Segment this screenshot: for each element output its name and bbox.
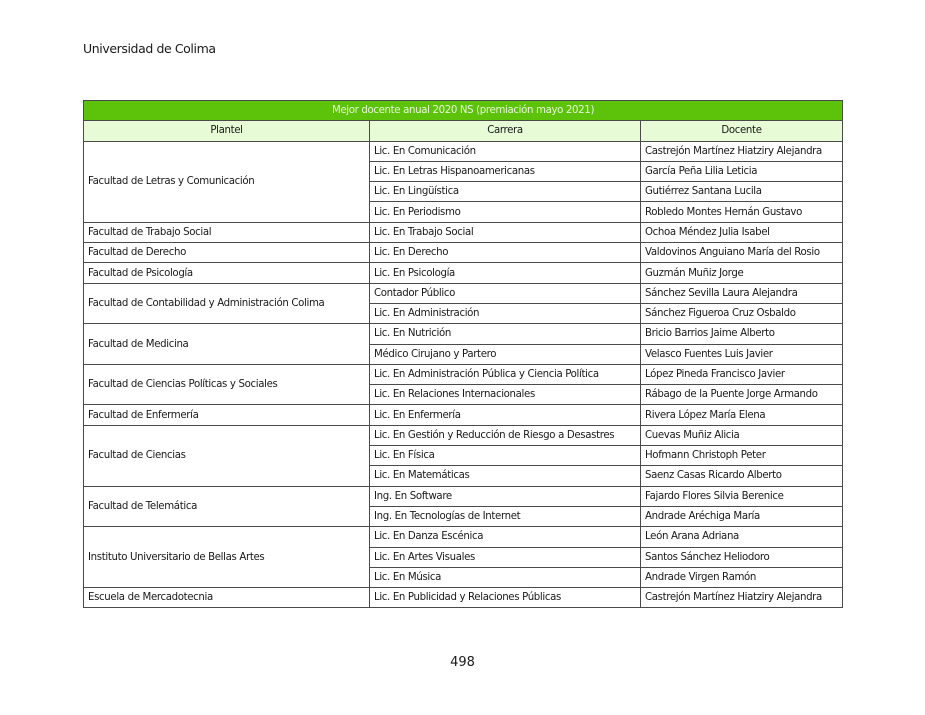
carrera-cell: Lic. En Enfermería (370, 405, 641, 425)
carrera-cell: Lic. En Matemáticas (370, 466, 641, 486)
table-row (84, 364, 843, 384)
table-row (84, 324, 843, 344)
carrera-cell: Lic. En Publicidad y Relaciones Públicas (370, 588, 641, 608)
docente-cell: Sánchez Sevilla Laura Alejandra (641, 283, 843, 303)
awards-table (83, 100, 843, 608)
plantel-cell: Facultad de Psicología (84, 263, 370, 283)
plantel-cell: Facultad de Ciencias (84, 425, 370, 486)
docente-cell: García Peña Lilia Leticia (641, 161, 843, 181)
plantel-cell: Instituto Universitario de Bellas Artes (84, 527, 370, 588)
carrera-cell: Lic. En Periodismo (370, 202, 641, 222)
table-body (84, 141, 843, 608)
docente-cell: León Arana Adriana (641, 527, 843, 547)
carrera-cell: Lic. En Nutrición (370, 324, 641, 344)
plantel-cell: Escuela de Mercadotecnia (84, 588, 370, 608)
carrera-cell: Lic. En Administración Pública y Ciencia Política (370, 364, 641, 384)
docente-cell: Gutiérrez Santana Lucila (641, 182, 843, 202)
docente-cell: Valdovinos Anguiano María del Rosio (641, 243, 843, 263)
docente-cell: Andrade Virgen Ramón (641, 567, 843, 587)
table-row (84, 263, 843, 283)
carrera-cell: Lic. En Relaciones Internacionales (370, 385, 641, 405)
table-header-row (84, 121, 843, 141)
plantel-cell: Facultad de Telemática (84, 486, 370, 527)
carrera-cell: Lic. En Psicología (370, 263, 641, 283)
carrera-cell: Ing. En Software (370, 486, 641, 506)
carrera-cell: Ing. En Tecnologías de Internet (370, 506, 641, 526)
page-number: 498 (450, 655, 475, 670)
page-header: Universidad de Colima (83, 41, 216, 56)
docente-cell: Velasco Fuentes Luis Javier (641, 344, 843, 364)
docente-cell: López Pineda Francisco Javier (641, 364, 843, 384)
docente-cell: Rábago de la Puente Jorge Armando (641, 385, 843, 405)
docente-cell: Andrade Aréchiga María (641, 506, 843, 526)
plantel-cell: Facultad de Letras y Comunicación (84, 141, 370, 222)
docente-cell: Castrejón Martínez Hiatziry Alejandra (641, 141, 843, 161)
carrera-cell: Lic. En Lingüística (370, 182, 641, 202)
column-header-docente: Docente (641, 121, 843, 141)
table-title: Mejor docente anual 2020 NS (premiación mayo 2021) (84, 101, 843, 121)
carrera-cell: Lic. En Letras Hispanoamericanas (370, 161, 641, 181)
table-row (84, 243, 843, 263)
docente-cell: Hofmann Christoph Peter (641, 446, 843, 466)
column-header-plantel: Plantel (84, 121, 370, 141)
table-row (84, 222, 843, 242)
docente-cell: Rivera López María Elena (641, 405, 843, 425)
carrera-cell: Lic. En Artes Visuales (370, 547, 641, 567)
carrera-cell: Lic. En Comunicación (370, 141, 641, 161)
carrera-cell: Lic. En Trabajo Social (370, 222, 641, 242)
docente-cell: Ochoa Méndez Julia Isabel (641, 222, 843, 242)
docente-cell: Robledo Montes Hernán Gustavo (641, 202, 843, 222)
carrera-cell: Lic. En Derecho (370, 243, 641, 263)
plantel-cell: Facultad de Medicina (84, 324, 370, 365)
table-row (84, 405, 843, 425)
docente-cell: Guzmán Muñiz Jorge (641, 263, 843, 283)
column-header-carrera: Carrera (370, 121, 641, 141)
carrera-cell: Contador Público (370, 283, 641, 303)
docente-cell: Fajardo Flores Silvia Berenice (641, 486, 843, 506)
plantel-cell: Facultad de Trabajo Social (84, 222, 370, 242)
docente-cell: Saenz Casas Ricardo Alberto (641, 466, 843, 486)
docente-cell: Bricio Barrios Jaime Alberto (641, 324, 843, 344)
docente-cell: Santos Sánchez Heliodoro (641, 547, 843, 567)
carrera-cell: Lic. En Danza Escénica (370, 527, 641, 547)
plantel-cell: Facultad de Contabilidad y Administración Colima (84, 283, 370, 324)
table-row (84, 486, 843, 506)
carrera-cell: Lic. En Física (370, 446, 641, 466)
docente-cell: Cuevas Muñiz Alicia (641, 425, 843, 445)
plantel-cell: Facultad de Enfermería (84, 405, 370, 425)
carrera-cell: Médico Cirujano y Partero (370, 344, 641, 364)
docente-cell: Castrejón Martínez Hiatziry Alejandra (641, 588, 843, 608)
carrera-cell: Lic. En Gestión y Reducción de Riesgo a Desastres (370, 425, 641, 445)
plantel-cell: Facultad de Derecho (84, 243, 370, 263)
carrera-cell: Lic. En Administración (370, 303, 641, 323)
table-title-row (84, 101, 843, 121)
table-row (84, 425, 843, 445)
plantel-cell: Facultad de Ciencias Políticas y Sociales (84, 364, 370, 405)
table-row (84, 141, 843, 161)
table-row (84, 588, 843, 608)
table-row (84, 527, 843, 547)
docente-cell: Sánchez Figueroa Cruz Osbaldo (641, 303, 843, 323)
table-row (84, 283, 843, 303)
carrera-cell: Lic. En Música (370, 567, 641, 587)
